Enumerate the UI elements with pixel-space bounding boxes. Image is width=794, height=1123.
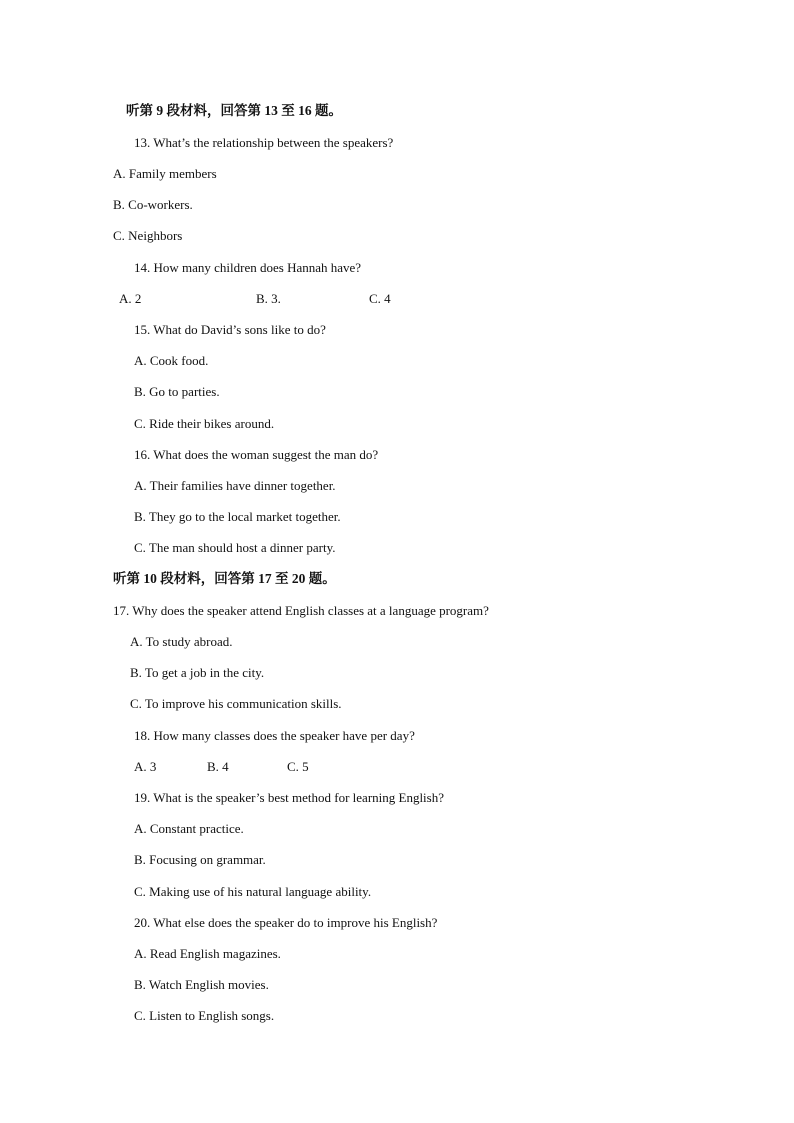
q19-option-a: A. Constant practice. <box>134 821 244 836</box>
q18-option-a: A. 3 <box>134 759 157 774</box>
q14-option-b: B. 3. <box>256 291 281 306</box>
q20-option-a: A. Read English magazines. <box>134 946 281 961</box>
q14-option-a: A. 2 <box>119 291 142 306</box>
q15-option-b: B. Go to parties. <box>134 384 220 399</box>
q17-option-a: A. To study abroad. <box>130 634 233 649</box>
q20-option-c: C. Listen to English songs. <box>134 1008 275 1023</box>
q18-option-b: B. 4 <box>207 759 229 774</box>
q15-option-c: C. Ride their bikes around. <box>134 416 275 431</box>
question-14: 14. How many children does Hannah have? <box>134 260 362 275</box>
q19-option-b: B. Focusing on grammar. <box>134 852 266 867</box>
q16-option-b: B. They go to the local market together. <box>134 509 341 524</box>
question-20: 20. What else does the speaker do to improve his English? <box>134 915 438 930</box>
question-18: 18. How many classes does the speaker have per day? <box>134 728 415 743</box>
q16-option-c: C. The man should host a dinner party. <box>134 540 336 555</box>
q20-option-b: B. Watch English movies. <box>134 977 269 992</box>
q15-option-a: A. Cook food. <box>134 353 209 368</box>
question-15: 15. What do David’s sons like to do? <box>134 322 326 337</box>
question-19: 19. What is the speaker’s best method for learning English? <box>134 790 445 805</box>
q13-option-a: A. Family members <box>113 166 217 181</box>
q16-option-a: A. Their families have dinner together. <box>134 478 336 493</box>
q13-option-b: B. Co-workers. <box>113 197 193 212</box>
section-heading-9: 听第 9 段材料，回答第 13 至 16 题。 <box>126 103 342 118</box>
section-heading-10: 听第 10 段材料，回答第 17 至 20 题。 <box>113 571 336 586</box>
q19-option-c: C. Making use of his natural language ability. <box>134 884 372 899</box>
q13-option-c: C. Neighbors <box>113 228 183 243</box>
q17-option-c: C. To improve his communication skills. <box>130 696 342 711</box>
question-17: 17. Why does the speaker attend English classes at a language program? <box>113 603 489 618</box>
q14-option-c: C. 4 <box>369 291 391 306</box>
question-16: 16. What does the woman suggest the man do? <box>134 447 379 462</box>
q18-option-c: C. 5 <box>287 759 309 774</box>
q17-option-b: B. To get a job in the city. <box>130 665 265 680</box>
question-13: 13. What’s the relationship between the speakers? <box>134 135 394 150</box>
